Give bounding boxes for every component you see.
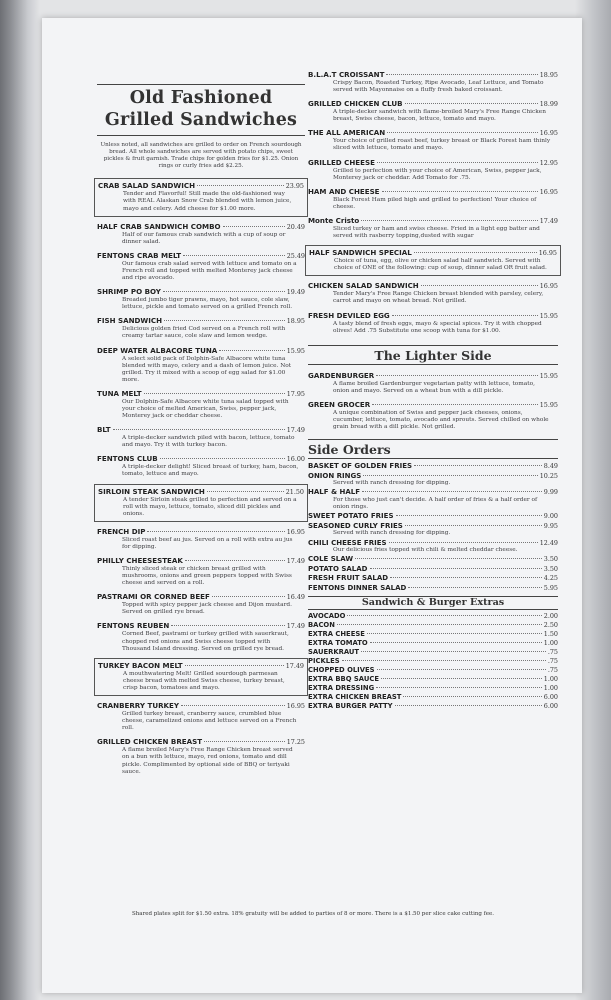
item-header <box>308 281 558 291</box>
menu-item <box>97 592 305 616</box>
item-description: A select solid pack of Dolphin-Safe Albacore white tuna blended with mayo, celery and a dash of lemon juice. Not grilled. Try it mixed with a scoop of egg salad for $1.00 more. <box>122 355 292 383</box>
item-price: 15.95 <box>539 400 558 409</box>
item-header <box>97 701 305 711</box>
item-price: 16.95 <box>539 129 558 138</box>
item-name: DEEP WATER ALBACORE TUNA <box>97 345 218 355</box>
extra-item <box>308 657 558 665</box>
dot-leader <box>185 560 285 561</box>
item-price: 16.00 <box>286 455 305 464</box>
item-price: 2.50 <box>543 620 558 629</box>
item-price: 12.49 <box>539 538 558 547</box>
dot-leader <box>370 642 542 643</box>
dot-leader <box>386 74 537 75</box>
dot-leader <box>163 291 285 292</box>
item-name: PHILLY CHEESESTEAK <box>97 556 183 565</box>
item-header <box>308 702 558 710</box>
item-price: 16.95 <box>286 527 305 536</box>
dot-leader <box>381 678 542 679</box>
lighter-item-list <box>308 371 558 431</box>
item-header <box>308 187 558 197</box>
right-item-list <box>308 70 558 335</box>
extra-item <box>308 693 558 701</box>
dot-leader <box>414 252 537 253</box>
item-price: 1.00 <box>543 674 558 683</box>
item-price: 20.49 <box>286 222 305 231</box>
item-header <box>308 657 558 665</box>
dot-leader <box>405 525 542 526</box>
side-order-item <box>308 539 558 555</box>
item-name: TURKEY BACON MELT <box>98 660 183 670</box>
dot-leader <box>183 255 285 256</box>
item-name: POTATO SALAD <box>308 564 368 573</box>
item-header <box>97 222 305 232</box>
menu-item <box>308 128 558 152</box>
item-name: SAUERKRAUT <box>308 647 360 656</box>
item-name: BACON <box>308 620 335 629</box>
dot-leader <box>197 185 284 186</box>
item-name: PICKLES <box>308 656 340 665</box>
footnote: Shared plates split for $1.50 extra. 18% gratuity will be added to parties of 8 or more. There is a $1.50 per slice cake cutting fee. <box>132 911 494 917</box>
item-header <box>308 311 558 321</box>
dot-leader <box>395 705 542 706</box>
item-name: FENTONS CLUB <box>97 454 158 464</box>
item-description: Our famous crab salad served with lettuce and tomato on a French roll and topped with melted Monterey jack cheese and ripe avocado. <box>122 260 297 282</box>
item-name: BLT <box>97 425 111 435</box>
menu-item <box>308 400 558 431</box>
item-name: EXTRA CHEESE <box>308 629 365 638</box>
item-header <box>308 648 558 656</box>
side-order-item <box>308 555 558 564</box>
item-price: .75 <box>547 647 558 656</box>
dot-leader <box>342 660 546 661</box>
item-price: 18.99 <box>539 100 558 109</box>
item-name: FRENCH DIP <box>97 526 146 536</box>
item-name: GARDENBURGER <box>308 370 375 380</box>
item-header <box>97 621 305 631</box>
item-price: 17.95 <box>286 389 305 398</box>
item-description: Breaded jumbo tiger prawns, mayo, hot sauce, cole slaw, lettuce, pickle and tomato served on a grilled French roll. <box>122 297 293 311</box>
item-header <box>308 639 558 647</box>
item-price: 1.00 <box>543 683 558 692</box>
dot-leader <box>347 615 541 616</box>
item-name: FRESH DEVILED EGG <box>308 310 390 320</box>
item-name: CHOPPED OLIVES <box>308 665 375 674</box>
item-name: THE ALL AMERICAN <box>308 128 386 138</box>
item-name: GRILLED CHICKEN CLUB <box>308 99 403 109</box>
item-price: 8.49 <box>543 462 558 471</box>
item-price: 15.95 <box>539 371 558 380</box>
side-order-item <box>308 472 558 488</box>
item-price: 10.25 <box>539 471 558 480</box>
item-name: HALF SANDWICH SPECIAL <box>309 248 412 258</box>
item-name: Monte Cristo <box>308 215 360 225</box>
item-description: Our delicious fries topped with chili & melted cheddar cheese. <box>333 547 518 554</box>
item-description: A triple-decker sandwich with flame-broiled Mary's Free Range Chicken breast, Swiss cheese, bacon, lettuce, tomato and mayo. <box>333 109 546 123</box>
item-header <box>308 462 558 471</box>
item-price: 6.00 <box>543 692 558 701</box>
item-header <box>97 389 305 399</box>
item-price: 17.49 <box>286 622 305 631</box>
item-description: A triple-decker sandwich piled with bacon, lettuce, tomato and mayo. Try it with turkey bacon. <box>122 435 295 449</box>
item-header <box>308 555 558 564</box>
dot-leader <box>363 475 537 476</box>
item-header <box>98 661 304 671</box>
menu-item <box>97 222 305 246</box>
item-name: GRILLED CHEESE <box>308 157 375 167</box>
menu-item <box>308 281 558 305</box>
item-name: FENTONS CRAB MELT <box>97 250 182 260</box>
item-price: 17.49 <box>286 557 305 565</box>
item-price: .75 <box>547 656 558 665</box>
item-price: 23.95 <box>285 182 304 191</box>
item-header <box>308 216 558 226</box>
item-name: FENTONS DINNER SALAD <box>308 583 407 592</box>
menu-item <box>97 251 305 282</box>
dot-leader <box>223 226 285 227</box>
menu-item <box>94 658 308 696</box>
item-name: B.L.A.T CROISSANT <box>308 70 385 79</box>
dot-leader <box>408 587 541 588</box>
item-header <box>308 684 558 692</box>
item-name: HAM AND CHEESE <box>308 186 380 196</box>
item-name: EXTRA CHICKEN BREAST <box>308 692 402 701</box>
item-name: EXTRA DRESSING <box>308 683 375 692</box>
right-column <box>308 70 558 711</box>
dot-leader <box>207 491 284 492</box>
menu-item <box>94 484 308 522</box>
item-price: 6.00 <box>543 701 558 710</box>
dot-leader <box>405 103 538 104</box>
dot-leader <box>355 558 542 559</box>
item-price: 12.95 <box>539 158 558 167</box>
item-description: Tender and Flavorful! Still made the old-fashioned way with REAL Alaskan Snow Crab blended with lemon juice, mayo and celery. Add cheese for $1.00 more. <box>123 191 292 212</box>
item-price: 3.50 <box>543 564 558 573</box>
item-price: 25.49 <box>286 251 305 260</box>
item-description: Black Forest Ham piled high and grilled to perfection! Your choice of cheese. <box>333 196 537 210</box>
item-price: 4.25 <box>543 574 558 583</box>
item-header <box>97 737 305 747</box>
item-description: A unique combination of Swiss and pepper jack cheeses, onions, cucumber, lettuce, tomato, avocado and sprouts. Served chilled on whole grain bread with a dill pickle. Not grilled. <box>333 409 549 431</box>
dot-leader <box>181 705 285 706</box>
item-name: GREEN GROCER <box>308 399 371 409</box>
menu-item <box>308 371 558 395</box>
menu-item <box>94 178 308 216</box>
item-name: FENTONS REUBEN <box>97 621 170 631</box>
item-header <box>97 527 305 537</box>
item-price: 16.49 <box>286 593 305 602</box>
item-header <box>308 488 558 497</box>
menu-item <box>305 245 561 276</box>
extra-item <box>308 612 558 620</box>
item-price: 5.95 <box>543 583 558 592</box>
item-name: PASTRAMI OR CORNED BEEF <box>97 592 210 602</box>
item-header <box>308 99 558 109</box>
item-price: 21.50 <box>285 487 304 496</box>
item-price: 17.49 <box>285 661 304 670</box>
item-description: Crispy Bacon, Roasted Turkey, Ripe Avocado, Leaf Lettuce, and Tomato served with Mayonnaise on a fluffy fresh baked croissant. <box>333 80 544 94</box>
dot-leader <box>382 191 538 192</box>
menu-item <box>97 389 305 420</box>
dot-leader <box>370 568 542 569</box>
menu-item <box>97 556 305 587</box>
menu-item <box>308 99 558 123</box>
item-description: Corned Beef, pastrami or turkey grilled with sauerkraut, chopped red onions and Swiss cheese topped with Thousand Island dressing. Served on grilled rye bread. <box>122 631 289 652</box>
item-header <box>97 592 305 602</box>
item-name: FRESH FRUIT SALAD <box>308 574 389 583</box>
item-name: COLE SLAW <box>308 555 354 564</box>
item-name: EXTRA TOMATO <box>308 638 368 647</box>
dot-leader <box>361 651 546 652</box>
extra-item <box>308 702 558 710</box>
dot-leader <box>414 465 542 466</box>
extra-item <box>308 639 558 647</box>
item-price: 16.95 <box>538 249 557 258</box>
item-header <box>308 693 558 701</box>
dot-leader <box>362 491 542 492</box>
item-header <box>308 584 558 593</box>
item-header <box>98 181 304 191</box>
dot-leader <box>392 315 538 316</box>
item-price: 18.95 <box>539 71 558 79</box>
intro-text: Unless noted, all sandwiches are grilled to order on French sourdough bread. All whole sandwiches are served with potato chips, sweet pickles & fruit garnish. Trade chips for golden fries for $1.25. Onion rings or curly fries add $2.25. <box>100 142 302 170</box>
left-item-list <box>97 178 305 775</box>
item-description: Tender Mary's Free Range Chicken breast blended with parsley, celery, carrot and mayo on wheat bread. Not grilled. <box>333 291 544 305</box>
item-header <box>97 454 305 464</box>
dot-leader <box>367 633 542 634</box>
item-name: AVOCADO <box>308 611 346 620</box>
item-name: TUNA MELT <box>97 388 142 398</box>
dot-leader <box>421 285 538 286</box>
item-header <box>309 248 557 258</box>
dot-leader <box>389 542 538 543</box>
item-description: A mouthwatering Melt! Grilled sourdough parmesan cheese bread with melted Swiss cheese, turkey breast, crisp bacon, tomatoes and mayo. <box>123 670 285 691</box>
item-description: A flame broiled Mary's Free Range Chicken breast served on a bun with lettuce, mayo, red onions, tomato and dill pickle. Complimented by optional side of BBQ or teriyaki sauce. <box>122 747 293 775</box>
item-price: 15.95 <box>539 311 558 320</box>
item-price: 16.95 <box>539 282 558 291</box>
item-price: 19.49 <box>286 288 305 297</box>
item-name: CHILI CHEESE FRIES <box>308 538 387 547</box>
menu-item <box>308 311 558 335</box>
item-name: HALF CRAB SANDWICH COMBO <box>97 221 221 231</box>
menu-page <box>42 18 582 993</box>
dot-leader <box>219 350 284 351</box>
item-name: CHICKEN SALAD SANDWICH <box>308 281 419 291</box>
item-header <box>308 539 558 548</box>
extra-item <box>308 648 558 656</box>
menu-item <box>308 216 558 240</box>
item-price: 16.95 <box>539 187 558 196</box>
item-header <box>308 675 558 683</box>
title-line: Grilled Sandwiches <box>104 110 298 130</box>
menu-item <box>97 527 305 551</box>
dot-leader <box>164 320 285 321</box>
item-header <box>308 400 558 410</box>
item-name: BASKET OF GOLDEN FRIES <box>308 462 413 471</box>
side-order-item <box>308 512 558 521</box>
extra-item <box>308 666 558 674</box>
dot-leader <box>376 375 537 376</box>
item-description: Choice of tuna, egg, olive or chicken salad half sandwich. Served with choice of ONE of the following: cup of soup, dinner salad OR fruit salad. <box>334 258 547 272</box>
item-price: 3.50 <box>543 555 558 564</box>
item-name: GRILLED CHICKEN BREAST <box>97 737 203 747</box>
item-description: Delicious golden fried Cod served on a French roll with creamy tartar sauce, cole slaw and lemon wedge. <box>122 326 286 340</box>
item-price: 17.25 <box>286 738 305 747</box>
menu-item <box>97 454 305 478</box>
item-description: Sliced turkey or ham and swiss cheese. Fried in a light egg batter and served with rasberry topping,dusted with sugar <box>333 225 540 240</box>
menu-item <box>97 621 305 652</box>
item-header <box>98 487 304 497</box>
item-price: 9.00 <box>543 512 558 521</box>
section-title <box>97 84 305 136</box>
dot-leader <box>387 132 537 133</box>
dot-leader <box>204 741 285 742</box>
extra-item <box>308 630 558 638</box>
item-price: 9.95 <box>543 521 558 530</box>
item-description: Served with ranch dressing for dipping. <box>333 530 451 537</box>
dot-leader <box>376 687 542 688</box>
item-header <box>308 472 558 481</box>
dot-leader <box>160 458 285 459</box>
item-price: 18.95 <box>286 317 305 326</box>
item-price: 16.95 <box>286 702 305 711</box>
dot-leader <box>212 596 285 597</box>
item-header <box>308 158 558 168</box>
item-name: SHRIMP PO BOY <box>97 287 161 297</box>
side-order-item <box>308 584 558 593</box>
item-description: Our Dolphin-Safe Albacore white tuna salad topped with your choice of melted American, Swiss, pepper jack, Monterey jack or cheddar cheese. <box>122 398 289 420</box>
item-description: A tasty blend of fresh eggs, mayo & special spices. Try it with chopped olives! Add .75 Substitute one scoop with tuna for $1.00. <box>333 320 542 334</box>
item-price: 1.00 <box>543 638 558 647</box>
item-header <box>308 565 558 574</box>
item-header <box>97 287 305 297</box>
side-order-item <box>308 462 558 471</box>
item-header <box>308 574 558 583</box>
extras-heading: Sandwich & Burger Extras <box>308 596 558 610</box>
side-order-item <box>308 522 558 538</box>
menu-item <box>97 737 305 775</box>
extra-item <box>308 684 558 692</box>
item-header <box>308 612 558 620</box>
dot-leader <box>372 404 537 405</box>
item-header <box>97 316 305 326</box>
side-order-item <box>308 488 558 511</box>
menu-item <box>97 287 305 311</box>
item-header <box>97 346 305 356</box>
dot-leader <box>185 665 284 666</box>
item-price: .75 <box>547 665 558 674</box>
item-header <box>308 522 558 531</box>
item-description: Your choice of grilled roast beef, turkey breast or Black Forest ham thinly sliced with lettuce, tomato and mayo. <box>333 138 551 152</box>
item-header <box>308 630 558 638</box>
item-name: CRAB SALAD SANDWICH <box>98 181 196 191</box>
item-description: For those who just can't decide. A half order of fries & a half order of onion rings. <box>333 497 538 511</box>
item-header <box>308 128 558 138</box>
item-price: 15.95 <box>286 346 305 355</box>
item-description: Grilled to perfection with your choice of American, Swiss, pepper jack, Monterey jack or cheddar. Add Tomato for .75. <box>333 167 542 181</box>
item-description: Sliced roast beef au jus. Served on a roll with extra au jus for dipping. <box>122 536 293 550</box>
dot-leader <box>377 162 538 163</box>
extra-item <box>308 675 558 683</box>
item-header <box>308 621 558 629</box>
item-price: 17.49 <box>286 426 305 435</box>
side-orders-heading: Side Orders <box>308 439 558 459</box>
dot-leader <box>396 515 542 516</box>
menu-item <box>308 70 558 94</box>
item-description: Thinly sliced steak or chicken breast grilled with mushrooms, onions and green peppers topped with Swiss cheese and served on a roll. <box>122 566 292 587</box>
side-item-list <box>308 462 558 592</box>
item-name: EXTRA BURGER PATTY <box>308 701 393 710</box>
dot-leader <box>403 696 541 697</box>
item-header <box>308 70 558 80</box>
item-price: 2.00 <box>543 611 558 620</box>
item-name: EXTRA BBQ SAUCE <box>308 674 379 683</box>
item-header <box>308 666 558 674</box>
lighter-side-heading: The Lighter Side <box>308 345 558 365</box>
item-name: HALF & HALF <box>308 488 361 497</box>
menu-item <box>97 316 305 340</box>
dot-leader <box>113 429 285 430</box>
item-description: A triple-decker delight! Sliced breast of turkey, ham, bacon, tomato, lettuce and mayo. <box>122 464 299 478</box>
menu-item <box>308 187 558 211</box>
item-description: Served with ranch dressing for dipping. <box>333 480 451 487</box>
dot-leader <box>390 577 542 578</box>
item-name: SWEET POTATO FRIES <box>308 512 394 521</box>
item-header <box>97 251 305 261</box>
menu-item <box>97 701 305 732</box>
item-description: Topped with spicy pepper jack cheese and Dijon mustard. Served on grilled rye bread. <box>122 602 292 616</box>
menu-item <box>97 425 305 449</box>
item-name: SEASONED CURLY FRIES <box>308 521 403 530</box>
item-price: 17.49 <box>539 216 558 225</box>
item-header <box>308 512 558 521</box>
item-header <box>97 425 305 435</box>
side-order-item <box>308 565 558 574</box>
item-header <box>308 371 558 381</box>
item-name: CRANBERRY TURKEY <box>97 701 180 711</box>
menu-item <box>308 158 558 182</box>
item-price: 1.50 <box>543 629 558 638</box>
dot-leader <box>361 220 537 221</box>
item-name: FISH SANDWICH <box>97 316 163 326</box>
dot-leader <box>377 669 546 670</box>
left-column <box>97 68 305 781</box>
dot-leader <box>337 624 542 625</box>
item-name: SIRLOIN STEAK SANDWICH <box>98 486 205 496</box>
dot-leader <box>144 393 285 394</box>
side-order-item <box>308 574 558 583</box>
item-price: 9.99 <box>543 488 558 497</box>
dot-leader <box>147 531 284 532</box>
item-name: ONION RINGS <box>308 471 362 480</box>
item-description: Half of our famous crab sandwich with a cup of soup or dinner salad. <box>122 231 286 245</box>
extras-list <box>308 612 558 710</box>
title-line: Old Fashioned <box>129 88 273 108</box>
dot-leader <box>171 625 284 626</box>
item-header <box>97 556 305 566</box>
item-description: A flame broiled Gardenburger vegetarian patty with lettuce, tomato, onion and mayo. Served on a wheat bun with a dill pickle. <box>333 380 535 394</box>
extra-item <box>308 621 558 629</box>
item-description: A tender Sirloin steak grilled to perfection and served on a roll with mayo, lettuce, tomato, sliced dill pickles and onions. <box>123 496 297 517</box>
item-description: Grilled turkey breast, cranberry sauce, crumbled blue cheese, caramelized onions and lettuce served on a French roll. <box>122 711 297 732</box>
menu-item <box>97 346 305 384</box>
